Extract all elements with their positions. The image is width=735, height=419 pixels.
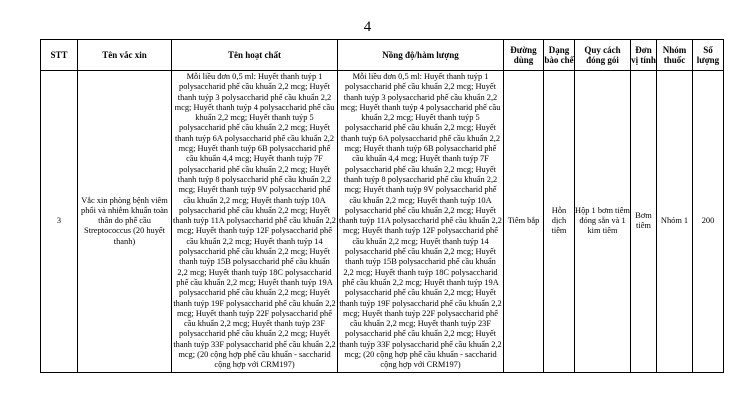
vaccine-table <box>40 39 724 373</box>
cell-packaging: Hộp 1 bơm tiêm đóng sẵn và 1 kim tiêm <box>575 71 631 373</box>
header-concentration: Nồng độ/hàm lượng <box>338 40 504 71</box>
cell-unit: Bơm tiêm <box>631 71 657 373</box>
header-stt: STT <box>41 40 78 71</box>
table-row <box>41 71 724 373</box>
header-packaging: Quy cách đóng gói <box>575 40 631 71</box>
cell-dosage-form: Hỗn dịch tiêm <box>544 71 575 373</box>
cell-active-ingredient: Mỗi liều đơn 0,5 ml: Huyết thanh tuýp 1 polysaccharid phế cầu khuẩn 2,2 mcg; Huyết thanh tuýp 3 polysaccharid phế cầu khuẩn 2,2 mcg; Huyết thanh tuýp 4 polysaccharid phế cầu khuẩn 2,2 mcg; Huyết thanh tuýp 5 polysaccharid phế cầu khuẩn 2,2 mcg; Huyết thanh tuýp 6A polysaccharid phế cầu khuẩn 2,2 mcg; Huyết thanh tuýp 6B polysaccharid phế cầu khuẩn 4,4 mcg; Huyết thanh tuýp 7F polysaccharid phế cầu khuẩn 2,2 mcg; Huyết thanh tuýp 8 polysaccharid phế cầu khuẩn 2,2 mcg; Huyết thanh tuýp 9V polysaccharid phế cầu khuẩn 2,2 mcg; Huyết thanh tuýp 10A polysaccharid phế cầu khuẩn 2,2 mcg; Huyết thanh tuýp 11A polysaccharid phế cầu khuẩn 2,2 mcg; Huyết thanh tuýp 12F polysaccharid phế cầu khuẩn 2,2 mcg; Huyết thanh tuýp 14 polysaccharid phế cầu khuẩn 2,2 mcg; Huyết thanh tuýp 15B polysaccharid phế cầu khuẩn 2,2 mcg; Huyết thanh tuýp 18C polysaccharid phế cầu khuẩn 2,2 mcg; Huyết thanh tuýp 19A polysaccharid phế cầu khuẩn 2,2 mcg; Huyết thanh tuýp 19F polysaccharid phế cầu khuẩn 2,2 mcg; Huyết thanh tuýp 22F polysaccharid phế cầu khuẩn 2,2 mcg; Huyết thanh tuýp 23F polysaccharid phế cầu khuẩn 2,2 mcg; Huyết thanh tuýp 33F polysaccharid phế cầu khuẩn 2,2 mcg; (20 cộng hợp phế cầu khuẩn - saccharid cộng hợp với CRM197) <box>172 71 338 373</box>
header-vaccine-name: Tên vắc xin <box>78 40 172 71</box>
cell-concentration: Mỗi liều đơn 0,5 ml: Huyết thanh tuýp 1 polysaccharid phế cầu khuẩn 2,2 mcg; Huyết thanh tuýp 3 polysaccharid phế cầu khuẩn 2,2 mcg; Huyết thanh tuýp 4 polysaccharid phế cầu khuẩn 2,2 mcg; Huyết thanh tuýp 5 polysaccharid phế cầu khuẩn 2,2 mcg; Huyết thanh tuýp 6A polysaccharid phế cầu khuẩn 2,2 mcg; Huyết thanh tuýp 6B polysaccharid phế cầu khuẩn 4,4 mcg; Huyết thanh tuýp 7F polysaccharid phế cầu khuẩn 2,2 mcg; Huyết thanh tuýp 8 polysaccharid phế cầu khuẩn 2,2 mcg; Huyết thanh tuýp 9V polysaccharid phế cầu khuẩn 2,2 mcg; Huyết thanh tuýp 10A polysaccharid phế cầu khuẩn 2,2 mcg; Huyết thanh tuýp 11A polysaccharid phế cầu khuẩn 2,2 mcg; Huyết thanh tuýp 12F polysaccharid phế cầu khuẩn 2,2 mcg; Huyết thanh tuýp 14 polysaccharid phế cầu khuẩn 2,2 mcg; Huyết thanh tuýp 15B polysaccharid phế cầu khuẩn 2,2 mcg; Huyết thanh tuýp 18C polysaccharid phế cầu khuẩn 2,2 mcg; Huyết thanh tuýp 19A polysaccharid phế cầu khuẩn 2,2 mcg; Huyết thanh tuýp 19F polysaccharid phế cầu khuẩn 2,2 mcg; Huyết thanh tuýp 22F polysaccharid phế cầu khuẩn 2,2 mcg; Huyết thanh tuýp 23F polysaccharid phế cầu khuẩn 2,2 mcg; Huyết thanh tuýp 33F polysaccharid phế cầu khuẩn 2,2 mcg; (20 cộng hợp phế cầu khuẩn - saccharid cộng hợp với CRM197) <box>338 71 504 373</box>
cell-quantity: 200 <box>693 71 724 373</box>
cell-stt: 3 <box>41 71 78 373</box>
header-unit: Đơn vị tính <box>631 40 657 71</box>
cell-vaccine-name: Vắc xin phòng bệnh viêm phổi và nhiễm khuẩn toàn thân do phế cầu Streptococcus (20 huyết thanh) <box>78 71 172 373</box>
header-dosage-form: Dạng bào chế <box>544 40 575 71</box>
header-active-ingredient: Tên hoạt chất <box>172 40 338 71</box>
header-row <box>41 40 724 71</box>
header-drug-group: Nhóm thuốc <box>657 40 693 71</box>
cell-route: Tiêm bắp <box>504 71 544 373</box>
cell-drug-group: Nhóm 1 <box>657 71 693 373</box>
header-route: Đường dùng <box>504 40 544 71</box>
page-number: 4 <box>363 19 372 35</box>
header-quantity: Số lượng <box>693 40 724 71</box>
